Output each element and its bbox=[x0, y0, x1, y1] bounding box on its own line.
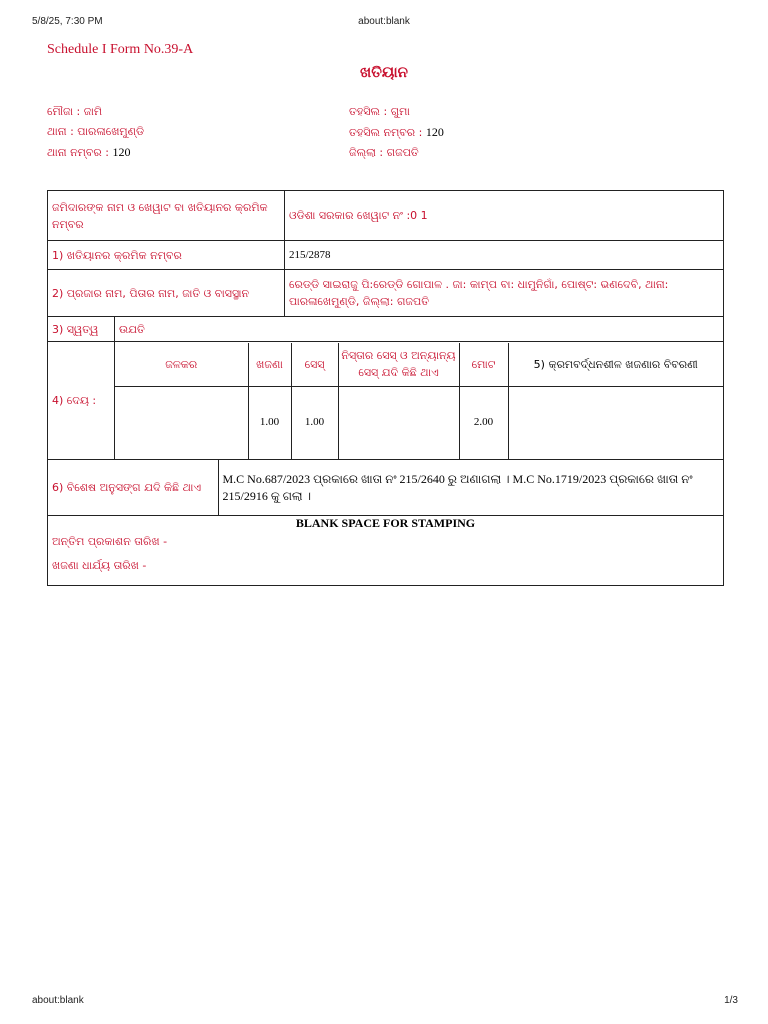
stamp-title: BLANK SPACE FOR STAMPING bbox=[295, 516, 476, 530]
other-cess-value bbox=[338, 387, 459, 459]
total-header: ମୋଟ bbox=[459, 343, 508, 387]
special-table bbox=[48, 460, 723, 515]
meta-right bbox=[349, 102, 444, 163]
document-title: ଖତିୟାନ bbox=[359, 63, 409, 81]
meta-left bbox=[47, 102, 144, 163]
print-url: about:blank bbox=[358, 16, 410, 27]
khajana-header: ଖଜଣା bbox=[248, 343, 291, 387]
table-row bbox=[48, 317, 724, 342]
mouza-line bbox=[47, 102, 144, 122]
dues-value-row bbox=[115, 387, 723, 459]
tahasil-line bbox=[349, 102, 444, 122]
district-line bbox=[349, 143, 444, 163]
thana-label: ଥାନା : bbox=[47, 125, 78, 138]
right-value: ଉଯତି bbox=[115, 317, 724, 342]
special-value bbox=[218, 460, 723, 515]
progressive-header: 5) କ୍ରମବର୍ଦ୍ଧନଶୀଳ ଖଜଣାର ବିବରଣୀ bbox=[508, 343, 723, 387]
page-number: 1/3 bbox=[724, 995, 738, 1006]
district-label: ଜିଲ୍ଲା : bbox=[349, 146, 387, 159]
tahasil-value: ଗୁମା bbox=[390, 105, 410, 118]
table-row bbox=[48, 270, 724, 317]
footer-url: about:blank bbox=[32, 995, 84, 1006]
other-cess-header: ନିସ୍ତାର ସେସ୍ ଓ ଅନ୍ୟାନ୍ୟ ସେସ୍ ଯଦି କିଛି ଥାଏ bbox=[338, 343, 459, 387]
tahasil-number-label: ତହସିଲ ନମ୍ବର : bbox=[349, 126, 426, 139]
tahasil-label: ତହସିଲ : bbox=[349, 105, 391, 118]
table-row bbox=[48, 241, 724, 270]
print-footer bbox=[0, 995, 768, 1011]
right-label: 3) ସ୍ୱତ୍ୱ bbox=[48, 317, 115, 342]
tenant-value: ରେଡ୍ଡି ସାଇରାଜୁ ପି:ରେଡ୍ଡି ଗୋପାଳ . ଜା: କାମ୍ପ ବା: ଧାମୁନିଗାଁ, ପୋଷ୍ଟ: ଭଣଦେବି, ଥାନା: ପାରଳାଖେମୁଣ୍ଡି, ଜିଲ୍ଲା: ଗଜପତି bbox=[285, 270, 724, 317]
tenant-label: 2) ପ୍ରଜାର ନାମ, ପିତାର ନାମ, ଜାତି ଓ ବାସସ୍ଥାନ bbox=[48, 270, 285, 317]
owner-label: ଜମିଦାରଙ୍କ ନାମ ଓ ଖେୱାଟ ବା ଖତିୟାନର କ୍ରମିକ ନମ୍ବର bbox=[48, 191, 285, 241]
jalkar-value bbox=[115, 387, 248, 459]
form-number: Schedule I Form No.39-A bbox=[47, 42, 194, 57]
stamp-area bbox=[48, 516, 724, 586]
print-datetime: 5/8/25, 7:30 PM bbox=[32, 16, 103, 27]
final-publication-date: ଅନ୍ତିମ ପ୍ରକାଶନ ତାରିଖ - bbox=[52, 535, 168, 548]
thana-number-value: 120 bbox=[112, 145, 131, 159]
cess-value: 1.00 bbox=[291, 387, 338, 459]
total-value: 2.00 bbox=[459, 387, 508, 459]
district-value: ଗଜପତି bbox=[386, 146, 419, 159]
owner-value: ଓଡିଶା ସରକାର ଖେୱାଟ ନଂ :0 1 bbox=[285, 191, 724, 241]
cess-header: ସେସ୍ bbox=[291, 343, 338, 387]
mouza-label: ମୌଜା : bbox=[47, 105, 84, 118]
record-table bbox=[47, 190, 724, 586]
thana-line bbox=[47, 122, 144, 142]
table-row bbox=[48, 342, 724, 460]
dues-header-row bbox=[115, 343, 723, 387]
special-cell bbox=[48, 460, 724, 516]
progressive-value bbox=[508, 387, 723, 459]
jalkar-header: ଜଳକର bbox=[115, 343, 248, 387]
table-row bbox=[48, 516, 724, 586]
dues-label: 4) ଦେୟ : bbox=[48, 342, 115, 460]
tahasil-number-value: 120 bbox=[425, 125, 444, 139]
mouza-value: ଜାମି bbox=[83, 105, 103, 118]
dues-table bbox=[115, 343, 723, 459]
rent-fixed-date: ଖଜଣା ଧାର୍ଯ୍ୟ ତାରିଖ - bbox=[52, 559, 147, 572]
special-label: 6) ବିଶେଷ ଅନୁସଙ୍ଗ ଯଦି କିଛି ଥାଏ bbox=[48, 460, 218, 515]
print-header bbox=[0, 16, 768, 32]
table-row bbox=[48, 460, 724, 516]
serial-label: 1) ଖତିୟାନର କ୍ରମିକ ନମ୍ବର bbox=[48, 241, 285, 270]
khajana-value: 1.00 bbox=[248, 387, 291, 459]
thana-value: ପାରଳାଖେମୁଣ୍ଡି bbox=[77, 125, 145, 138]
serial-value: 215/2878 bbox=[285, 241, 724, 270]
dues-cell bbox=[115, 342, 724, 460]
thana-number-label: ଥାନା ନମ୍ବର : bbox=[47, 146, 113, 159]
tahasil-number-line bbox=[349, 122, 444, 143]
special-note: M.C No.687/2023 ପ୍ରକାରେ ଖାତା ନଂ 215/2640 ରୁ ଅଣାଗଲା । M.C No.1719/2023 ପ୍ରକାରେ ଖାତା ନଂ 215/2916 କୁ ଗଲା । bbox=[222, 471, 693, 503]
table-row bbox=[48, 191, 724, 241]
thana-number-line bbox=[47, 142, 144, 163]
